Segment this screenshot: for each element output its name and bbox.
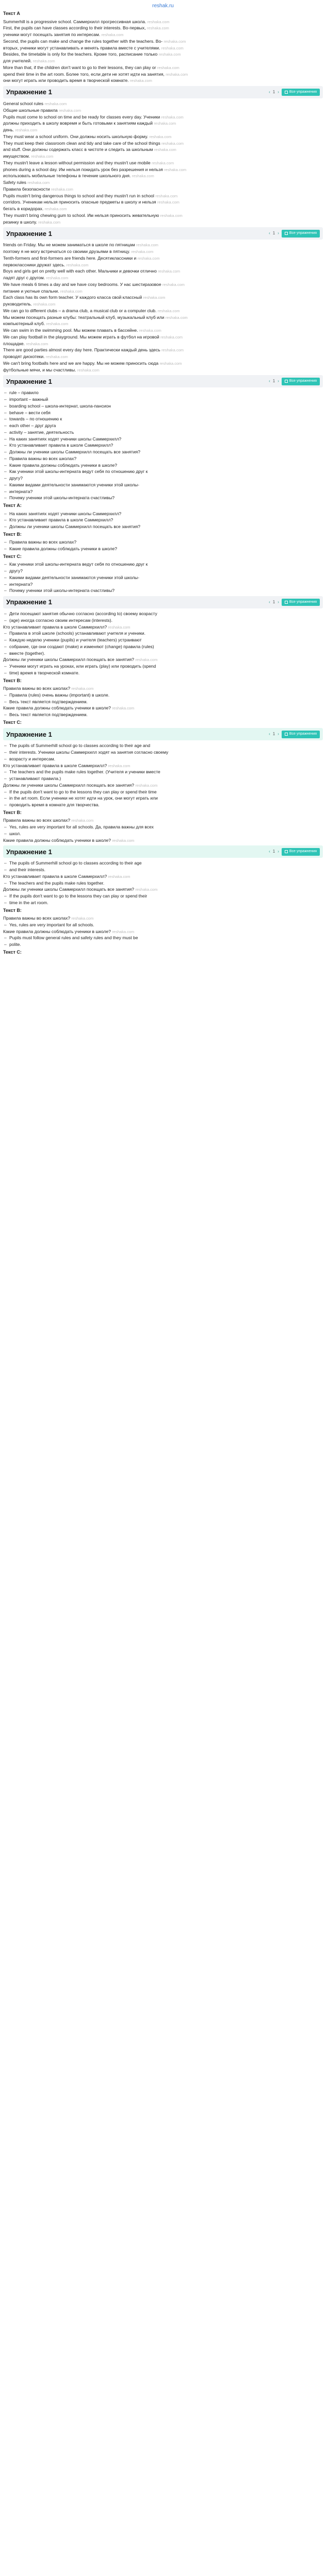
list-item: – behave – вести себя xyxy=(3,410,323,416)
exercise-number: 1 xyxy=(272,732,275,737)
text-line: поэтому я не могу встречаться со своими друзьями в пятницу. reshaka.com xyxy=(3,249,154,254)
text-line: They mustn't bring chewing gum to school. Им нельзя приносить жевательную reshaka.com xyxy=(3,212,183,218)
all-exercises-button[interactable] xyxy=(282,731,320,738)
watermark: reshaka.com xyxy=(154,121,176,126)
text-line: для учителей. reshaka.com xyxy=(3,58,55,63)
watermark: reshaka.com xyxy=(135,887,158,892)
list-item: – Правила важны во всех школах? xyxy=(3,539,323,546)
answer-list xyxy=(3,511,323,530)
answer-list xyxy=(3,389,323,501)
text-line: spend their time in the art room. Более того, если дети не хотят идти на занятия, reshaka.com xyxy=(3,71,188,77)
watermark: reshaka.com xyxy=(136,243,158,248)
text-line: ладят друг с другом. reshaka.com xyxy=(3,275,69,280)
watermark: reshaka.com xyxy=(164,39,186,44)
watermark: reshaka.com xyxy=(166,72,188,77)
all-exercises-button[interactable] xyxy=(282,378,320,385)
watermark: reshaka.com xyxy=(152,160,174,165)
watermark: reshaka.com xyxy=(160,334,183,340)
prev-arrow-icon[interactable]: ‹ xyxy=(269,90,270,94)
text-line: Общие школьные правила reshaka.com xyxy=(3,107,82,113)
answer-list xyxy=(3,824,323,837)
watermark: reshaka.com xyxy=(71,916,94,921)
list-item: – Почему ученики этой школы-интерната счастливы? xyxy=(3,587,323,594)
exercise-nav xyxy=(269,848,320,856)
watermark: reshaka.com xyxy=(154,147,176,152)
watermark: reshaka.com xyxy=(158,52,181,57)
list-item: – Кто устанавливает правила в школе Саммерхилл? xyxy=(3,517,323,523)
text-line: бегать в коридорах. reshaka.com xyxy=(3,206,67,211)
list-item: – Как ученики этой школы-интерната ведут себя по отношению друг к xyxy=(3,561,323,568)
watermark: reshaka.com xyxy=(165,315,188,320)
list-item: – Какие правила должны соблюдать ученики в школе? xyxy=(3,546,323,552)
exercise-nav xyxy=(269,731,320,738)
text-heading: Текст В: xyxy=(3,809,22,815)
text-line: corridors. Ученикам нельзя приносить опасные предметы в школу и нельзя reshaka.com xyxy=(3,199,180,205)
grid-icon xyxy=(285,850,288,853)
text-line: день. reshaka.com xyxy=(3,127,38,132)
watermark: reshaka.com xyxy=(60,289,83,294)
list-item: – Каждую неделю ученики (pupils) и учителя (teachers) устраивают xyxy=(3,637,323,643)
watermark: reshaka.com xyxy=(135,783,158,788)
list-item: – rule – правило xyxy=(3,389,323,396)
watermark: reshaka.com xyxy=(38,219,61,225)
prev-arrow-icon[interactable]: ‹ xyxy=(269,379,270,384)
watermark: reshaka.com xyxy=(159,361,182,366)
exercise-number: 1 xyxy=(272,231,275,236)
text-heading: Текст А: xyxy=(3,503,22,508)
list-item: – Какими видами деятельности занимаются ученики этой школы- xyxy=(3,574,323,581)
list-item: – интерната? xyxy=(3,488,323,495)
watermark: reshaka.com xyxy=(33,302,56,307)
text-line: должны приходить в школу вовремя и быть готовыми к занятиям каждый reshaka.com xyxy=(3,121,176,126)
exercise-title: Упражнение 1 xyxy=(6,377,52,385)
text-line: Pupils must come to school on time and be ready for classes every day. Ученики reshaka.com xyxy=(3,114,184,120)
watermark: reshaka.com xyxy=(149,134,172,139)
exercise-header xyxy=(3,375,323,387)
text-line: We can play football in the playground. Мы можем играть в футбол на игровой reshaka.com xyxy=(3,334,183,340)
text-line: We have meals 6 times a day and we have cosy bedrooms. У нас шестиразовое reshaka.com xyxy=(3,281,185,287)
text-line: phones during a school day. Им нельзя покидать урок без разрешения и нельзя reshaka.com xyxy=(3,166,187,172)
next-arrow-icon[interactable]: › xyxy=(278,600,279,604)
exercise-title: Упражнение 1 xyxy=(6,229,52,238)
list-item: – возрасту и интересам. xyxy=(3,756,323,762)
text-line: Boys and girls get on pretty well with each other. Мальчики и девочки отлично reshaka.com xyxy=(3,268,181,274)
watermark: reshaka.com xyxy=(112,838,135,843)
exercise-number: 1 xyxy=(272,600,275,604)
exercise-nav xyxy=(269,599,320,606)
watermark: reshaka.com xyxy=(146,26,169,31)
list-item: – time in the art room. xyxy=(3,900,323,906)
list-item: – Yes, rules are very important for all schools. Да, правила важны для всех xyxy=(3,824,323,831)
next-arrow-icon[interactable]: › xyxy=(278,379,279,384)
watermark: reshaka.com xyxy=(108,624,131,630)
all-exercises-label: Все упражнения xyxy=(289,850,317,853)
watermark: reshaka.com xyxy=(137,256,160,261)
list-item: – boarding school – школа-интернат, школа-пансион xyxy=(3,403,323,410)
text-line: Какие правила должны соблюдать ученики в школе? reshaka.com xyxy=(3,928,135,934)
exercise-title: Упражнение 1 xyxy=(6,730,52,738)
watermark: reshaka.com xyxy=(157,65,180,70)
watermark: reshaka.com xyxy=(155,193,178,198)
list-item: – important – важный xyxy=(3,396,323,403)
exercise-header xyxy=(3,596,323,608)
answer-list xyxy=(3,539,323,552)
list-item: – towards – по отношению к xyxy=(3,416,323,422)
grid-icon xyxy=(285,601,288,604)
watermark: reshaka.com xyxy=(158,269,181,274)
list-item: – Ученики могут играть на уроках, или играть (play) или проводить (spend xyxy=(3,663,323,670)
text-line: They must wear a school uniform. Они должны носить школьную форму. reshaka.com xyxy=(3,133,172,139)
list-item: – Весь текст является подтверждением. xyxy=(3,699,323,705)
text-line: They must keep their classroom clean and tidy and take care of the school things reshaka.com xyxy=(3,140,184,146)
answer-list xyxy=(3,742,323,762)
text-line: Правила безопасности reshaka.com xyxy=(3,186,73,192)
watermark: reshaka.com xyxy=(143,295,166,300)
answer-list xyxy=(3,860,323,873)
all-exercises-button[interactable] xyxy=(282,599,320,606)
text-line: Safety rules reshaka.com xyxy=(3,180,50,185)
list-item: – другу? xyxy=(3,568,323,574)
text-line: Кто устанавливает правила в школе Саммерхилл? reshaka.com xyxy=(3,873,131,879)
watermark: reshaka.com xyxy=(45,354,68,359)
watermark: reshaka.com xyxy=(51,187,73,192)
watermark: reshaka.com xyxy=(157,308,180,313)
list-item: – школ. xyxy=(3,831,323,837)
all-exercises-button[interactable] xyxy=(282,230,320,238)
list-item: – другу? xyxy=(3,475,323,482)
watermark: reshaka.com xyxy=(160,213,183,218)
watermark: reshaka.com xyxy=(139,328,161,333)
text-line: Кто устанавливает правила в школе Саммерхилл? reshaka.com xyxy=(3,624,131,630)
list-item: – polite. xyxy=(3,941,323,948)
list-item: – time) время в творческой комнате. xyxy=(3,670,323,676)
answer-list xyxy=(3,893,323,906)
text-line: использовать мобильные телефоны в течение школьного дня. reshaka.com xyxy=(3,173,154,179)
text-line: We can't bring footballs here and we are happy. Мы не можем приносить сюда reshaka.com xyxy=(3,360,182,366)
exercise-title: Упражнение 1 xyxy=(6,88,52,96)
grid-icon xyxy=(285,380,288,383)
answer-list xyxy=(3,663,323,676)
text-line: ученики могут посещать занятия по интересам. reshaka.com xyxy=(3,32,124,37)
exercise-nav xyxy=(269,378,320,385)
watermark: reshaka.com xyxy=(77,367,100,372)
list-item: – The teachers and the pupils make rules together. (Учителя и ученики вместе xyxy=(3,769,323,775)
text-line: Правила важны во всех школах? reshaka.com xyxy=(3,818,94,823)
text-line: Pupils mustn't bring dangerous things to school and they mustn't run in school reshaka.com xyxy=(3,193,178,198)
answer-list xyxy=(3,630,323,656)
answer-list xyxy=(3,880,323,887)
watermark: reshaka.com xyxy=(161,348,184,353)
list-item: – The teachers and the pupils make rules together. xyxy=(3,880,323,887)
grid-icon xyxy=(285,733,288,736)
site-link[interactable]: reshak.ru xyxy=(152,3,174,9)
exercise-number: 1 xyxy=(272,90,275,94)
grid-icon xyxy=(285,232,288,235)
list-item: – интерната? xyxy=(3,581,323,588)
list-item: – Как ученики этой школы-интерната ведут себя по отношению друг к xyxy=(3,468,323,475)
watermark: reshaka.com xyxy=(147,19,170,24)
list-item: – проводить время в комнате для творчества. xyxy=(3,802,323,808)
watermark: reshaka.com xyxy=(15,128,38,132)
list-item: – in the art room. Если ученики не хотят идти на урок, они могут играть или xyxy=(3,795,323,802)
list-item: – If the pupils don't want to go to the lessons they can play or spend their xyxy=(3,893,323,900)
text-line: Besides, the timetable is only for the teachers. Кроме того, расписание только reshaka.com xyxy=(3,52,181,57)
answer-list xyxy=(3,561,323,594)
watermark: reshaka.com xyxy=(112,929,135,934)
list-item: – The pupils of Summerhill school go to classes according to their age xyxy=(3,860,323,867)
list-item: – The pupils of Summerhill school go to classes according to their age and xyxy=(3,742,323,749)
watermark: reshaka.com xyxy=(46,276,69,280)
text-line: Должны ли ученики школы Саммерхилл посещать все занятия? reshaka.com xyxy=(3,887,158,892)
text-line: они могут играть или проводить время в творческой комнате. reshaka.com xyxy=(3,78,152,83)
text-line: вторых, ученики могут устанавливать и менять правила вместе с учителями. reshaka.com xyxy=(3,45,184,50)
exercise-header xyxy=(3,845,323,858)
watermark: reshaka.com xyxy=(44,207,67,211)
text-line: Должны ли ученики школы Саммерхилл посещать все занятия? reshaka.com xyxy=(3,782,158,788)
all-exercises-label: Все упражнения xyxy=(289,600,317,604)
watermark: reshaka.com xyxy=(71,818,94,823)
list-item: – Pupils must follow general rules and safety rules and they must be xyxy=(3,935,323,941)
watermark: reshaka.com xyxy=(108,763,131,768)
watermark: reshaka.com xyxy=(129,78,152,83)
text-line: and stuff. Они должны содержать класс в чистоте и следить за школьным reshaka.com xyxy=(3,147,176,152)
text-heading: Текст А xyxy=(3,11,20,16)
text-line: Должны ли ученики школы Саммерхилл посещать все занятия? reshaka.com xyxy=(3,657,158,663)
next-arrow-icon[interactable]: › xyxy=(278,231,279,236)
list-item: – Правила в этой школе (schools) устанавливают учителя и ученики. xyxy=(3,630,323,637)
text-line: Правила важны во всех школах? reshaka.com xyxy=(3,686,94,691)
text-line: Each class has its own form teacher. У каждого класса свой классный reshaka.com xyxy=(3,295,166,300)
watermark: reshaka.com xyxy=(108,874,131,879)
list-item: – Какими видами деятельности занимаются ученики этой школы- xyxy=(3,482,323,488)
text-heading: Текст B: xyxy=(3,531,22,537)
text-line: We can go to different clubs – a drama club, a musical club or a computer club. reshaka.com xyxy=(3,308,180,313)
list-item: – На каких занятиях ходят ученики школы Саммерхилл? xyxy=(3,436,323,443)
next-arrow-icon[interactable]: › xyxy=(278,90,279,94)
watermark: reshaka.com xyxy=(44,101,67,106)
list-item: – Почему ученики этой школы-интерната счастливы? xyxy=(3,495,323,501)
prev-arrow-icon[interactable]: ‹ xyxy=(269,231,270,236)
prev-arrow-icon[interactable]: ‹ xyxy=(269,849,270,854)
watermark: reshaka.com xyxy=(112,706,135,711)
list-item: – вместе (together). xyxy=(3,650,323,657)
grid-icon xyxy=(285,91,288,94)
watermark: reshaka.com xyxy=(135,657,158,663)
exercise-title: Упражнение 1 xyxy=(6,598,52,606)
list-item: – Должны ли ученики школы Саммерхилл посещать все занятия? xyxy=(3,449,323,455)
solution-content xyxy=(3,10,323,956)
text-line: Second, the pupils can make and change the rules together with the teachers. Во- reshaka.com xyxy=(3,38,186,44)
watermark: reshaka.com xyxy=(71,686,94,691)
list-item: – and their interests. xyxy=(3,867,323,873)
text-line: площадке. reshaka.com xyxy=(3,341,48,346)
text-line: Tenth-formers and first-formers are friends here. Десятиклассники и reshaka.com xyxy=(3,255,160,261)
watermark: reshaka.com xyxy=(131,249,154,254)
all-exercises-button[interactable] xyxy=(282,89,320,96)
text-line: General school rules reshaka.com xyxy=(3,101,67,106)
watermark: reshaka.com xyxy=(32,59,55,63)
exercise-nav xyxy=(269,230,320,238)
answer-list xyxy=(3,922,323,928)
text-heading: Текст В: xyxy=(3,677,22,683)
prev-arrow-icon[interactable]: ‹ xyxy=(269,600,270,604)
watermark: reshaka.com xyxy=(26,341,48,346)
list-item: – their interests. Ученики школы Саммерхилл ходят на занятия согласно своему xyxy=(3,749,323,756)
next-arrow-icon[interactable]: › xyxy=(278,732,279,737)
watermark: reshaka.com xyxy=(31,154,54,159)
list-item: – each other – друг друга xyxy=(3,422,323,429)
next-arrow-icon[interactable]: › xyxy=(278,849,279,854)
answer-list xyxy=(3,611,323,624)
all-exercises-label: Все упражнения xyxy=(289,379,317,383)
watermark: reshaka.com xyxy=(162,282,185,287)
text-heading: Текст С: xyxy=(3,949,22,955)
text-line: футбольные мячи, и мы счастливы. reshaka.com xyxy=(3,367,100,372)
list-item: – Дети посещают занятия обычно согласно (according to) своему возрасту xyxy=(3,611,323,617)
list-item: – На каких занятиях ходят ученики школы Саммерхилл? xyxy=(3,511,323,517)
watermark: reshaka.com xyxy=(101,32,124,37)
watermark: reshaka.com xyxy=(59,108,82,113)
watermark: reshaka.com xyxy=(46,321,69,327)
exercise-number: 1 xyxy=(272,849,275,854)
text-line: руководитель. reshaka.com xyxy=(3,301,56,307)
text-heading: Текст В: xyxy=(3,907,22,913)
text-line: friends on Friday. Мы не можем заниматься в школе по пятницам reshaka.com xyxy=(3,242,158,248)
text-line: Кто устанавливает правила в школе Саммерхилл? reshaka.com xyxy=(3,762,131,768)
watermark: reshaka.com xyxy=(161,45,184,50)
text-line: They mustn't leave a lesson without permission and they mustn't use mobile reshaka.com xyxy=(3,160,174,165)
list-item: – Yes, rules are very important for all schools. xyxy=(3,922,323,928)
text-line: имуществом. reshaka.com xyxy=(3,154,54,159)
list-item: – Должны ли ученики школы Саммерхилл посещать все занятия? xyxy=(3,523,323,530)
watermark: reshaka.com xyxy=(157,200,180,205)
text-line: проводят дискотеки. reshaka.com xyxy=(3,354,68,359)
text-line: первоклассники дружат здесь. reshaka.com xyxy=(3,262,89,267)
text-line: Summerhill is a progressive school. Саммерхилл прогрессивная школа. reshaka.com xyxy=(3,19,170,24)
list-item: – Правила (rules) очень важны (important) в школе. xyxy=(3,692,323,699)
list-item: – activity – занятие, деятельность xyxy=(3,429,323,436)
all-exercises-label: Все упражнения xyxy=(289,90,317,94)
text-heading: Текст C: xyxy=(3,553,22,559)
answer-list xyxy=(3,692,323,705)
list-item: – Кто устанавливает правила в школе Саммерхилл? xyxy=(3,442,323,449)
watermark: reshaka.com xyxy=(66,262,89,267)
list-item: – Правила важны во всех школах? xyxy=(3,455,323,462)
text-line: Какие правила должны соблюдать ученики в школе? reshaka.com xyxy=(3,837,135,843)
text-line: компьютерный клуб. reshaka.com xyxy=(3,321,69,327)
answer-list xyxy=(3,711,323,718)
text-line: There are good parties almost every day here. Практически каждый день здесь reshaka.com xyxy=(3,347,184,353)
answer-list xyxy=(3,789,323,808)
text-line: Правила важны во всех школах? reshaka.com xyxy=(3,916,94,921)
list-item: – Какие правила должны соблюдать ученики в школе? xyxy=(3,462,323,469)
text-line: Мы можем посещать разные клубы: театральный клуб, музыкальный клуб или reshaka.com xyxy=(3,314,188,320)
text-line: First, the pupils can have classes according to their interests. Во-первых, reshaka.com xyxy=(3,25,169,31)
text-line: Какие правила должны соблюдать ученики в школе? reshaka.com xyxy=(3,705,135,711)
exercise-title: Упражнение 1 xyxy=(6,848,52,856)
watermark: reshaka.com xyxy=(161,114,184,120)
all-exercises-label: Все упражнения xyxy=(289,231,317,235)
list-item: – собрание, где они создают (make) и изменяют (change) правила (rules) xyxy=(3,643,323,650)
list-item: – If the pupils don't want to go to the lessons they can play or spend their time xyxy=(3,789,323,795)
watermark: reshaka.com xyxy=(27,180,50,185)
answer-list xyxy=(3,935,323,948)
all-exercises-label: Все упражнения xyxy=(289,732,317,736)
prev-arrow-icon[interactable]: ‹ xyxy=(269,732,270,737)
exercise-header xyxy=(3,86,323,98)
list-item: – устанавливают правила.) xyxy=(3,775,323,782)
exercise-number: 1 xyxy=(272,379,275,384)
all-exercises-button[interactable] xyxy=(282,848,320,856)
text-line: We can swim in the swimming pool. Мы можем плавать в бассейне. reshaka.com xyxy=(3,328,161,333)
watermark: reshaka.com xyxy=(161,141,184,146)
exercise-nav xyxy=(269,89,320,96)
exercise-header xyxy=(3,227,323,240)
text-line: More than that, if the children don't want to go to their lessons, they can play or reshaka.com xyxy=(3,64,180,70)
exercise-header xyxy=(3,728,323,740)
list-item: – (age) иногда согласно своим интересам (interests). xyxy=(3,617,323,624)
watermark: reshaka.com xyxy=(132,174,154,179)
text-line: питание и уютные спальни. reshaka.com xyxy=(3,288,83,294)
text-line: резинку в школу. reshaka.com xyxy=(3,219,61,225)
text-heading: Текст С: xyxy=(3,719,22,725)
list-item: – Весь текст является подтверждением. xyxy=(3,711,323,718)
watermark: reshaka.com xyxy=(164,167,187,172)
answer-list xyxy=(3,769,323,782)
